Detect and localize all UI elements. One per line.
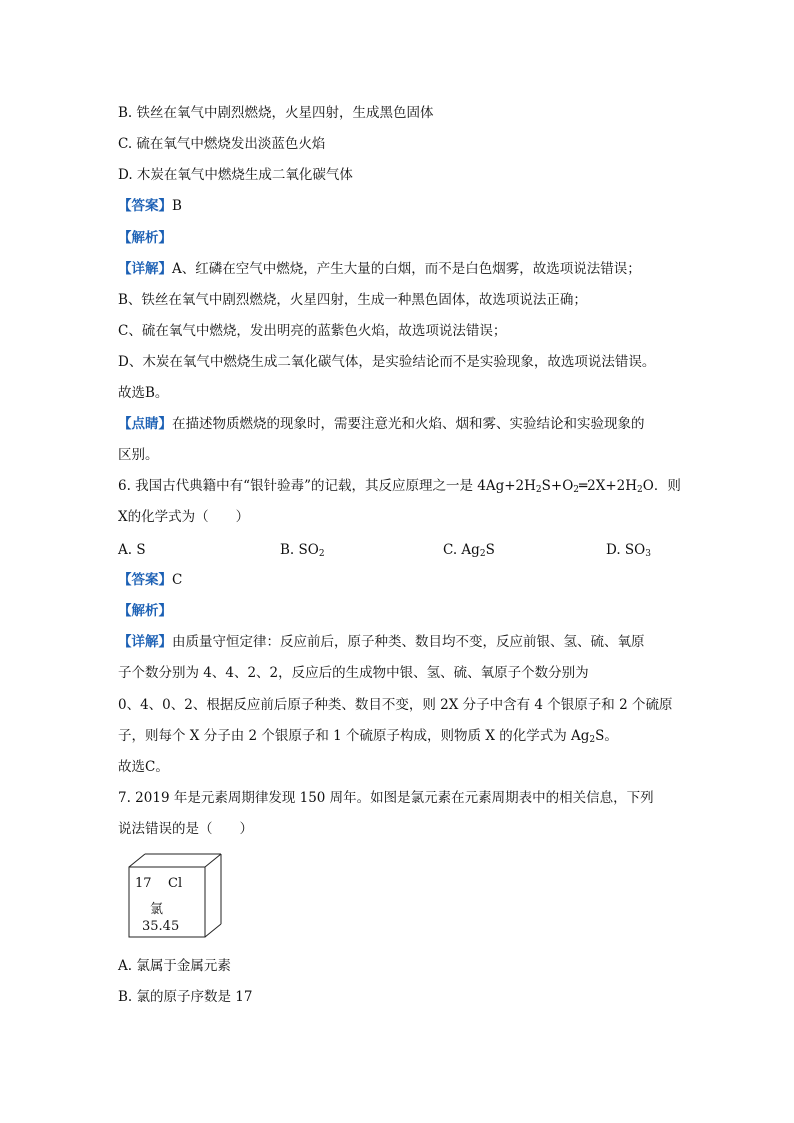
q5-analysis-tag — [118, 229, 172, 247]
q5-choose: 故选B。 — [118, 385, 169, 401]
stem-text: S+O — [541, 478, 574, 494]
option-text: S — [485, 542, 495, 558]
q7-option-b: B. 氯的原子序数是 17 — [118, 989, 253, 1005]
subscript: 3 — [645, 549, 651, 559]
comment-tag: 【点睛】 — [118, 416, 172, 432]
detail-text: S。 — [595, 728, 618, 744]
atomic-number: 17 — [135, 876, 152, 891]
q7-option-a: A. 氯属于金属元素 — [118, 958, 231, 974]
detail-text: A、红磷在空气中燃烧，产生大量的白烟，而不是白色烟雾，故选项说法错误； — [172, 261, 641, 277]
q5-option-b: B. 铁丝在氧气中剧烈燃烧，火星四射，生成黑色固体 — [118, 105, 434, 121]
q6-answer — [118, 571, 182, 589]
q6-option-c — [443, 541, 495, 559]
atomic-mass: 35.45 — [142, 919, 180, 934]
element-symbol: Cl — [168, 876, 183, 891]
answer-tag: 【答案】 — [118, 572, 172, 588]
subscript: 2 — [637, 485, 643, 495]
q6-analysis-tag — [118, 602, 172, 620]
answer-value: B — [172, 198, 182, 214]
analysis-tag: 【解析】 — [118, 603, 172, 619]
stem-text: O．则 — [642, 478, 681, 494]
q6-detail-4 — [118, 727, 618, 745]
comment-text: 在描述物质燃烧的现象时，需要注意光和火焰、烟和雾、实验结论和实验现象的 — [172, 416, 645, 432]
option-text: B. SO — [280, 542, 319, 558]
detail-text: 子，则每个 X 分子由 2 个银原子和 1 个硫原子构成，则物质 X 的化学式为 Ag — [118, 728, 590, 744]
subscript: 2 — [318, 549, 325, 559]
detail-text: 由质量守恒定律：反应前后，原子种类、数目均不变，反应前银、氢、硫、氧原 — [172, 634, 645, 650]
q6-stem-line1 — [118, 477, 681, 495]
q5-detail-b: B、铁丝在氧气中剧烈燃烧，火星四射，生成一种黑色固体，故选项说法正确； — [118, 292, 587, 308]
q6-detail-3: 0、4、0、2、根据反应前后原子种类、数目不变，则 2X 分子中含有 4 个银原子和 2 个硫原 — [118, 697, 673, 713]
element-name: 氯 — [150, 902, 164, 917]
element-tile — [128, 853, 224, 939]
q6-option-d — [606, 541, 651, 559]
q6-option-a: A. S — [118, 542, 146, 558]
subscript: 2 — [573, 485, 580, 495]
q7-stem-line2: 说法错误的是（ ） — [118, 821, 253, 837]
q6-option-b — [280, 541, 325, 559]
q5-detail-d: D、木炭在氧气中燃烧生成二氧化碳气体，是实验结论而不是实验现象，故选项说法错误。 — [118, 354, 656, 370]
q7-stem-line1: 7. 2019 年是元素周期律发现 150 周年。如图是氯元素在元素周期表中的相关信息，下列 — [118, 790, 654, 806]
option-text: C. Ag — [443, 542, 480, 558]
stem-text: ═2X+2H — [579, 478, 638, 494]
q5-option-c: C. 硫在氧气中燃烧发出淡蓝色火焰 — [118, 136, 326, 152]
q5-comment — [118, 415, 645, 433]
stem-text: 6. 我国古代典籍中有“银针验毒”的记载，其反应原理之一是 4Ag+2H — [118, 478, 536, 494]
option-text: D. SO — [606, 542, 646, 558]
detail-tag: 【详解】 — [118, 261, 172, 277]
subscript: 2 — [535, 485, 542, 495]
answer-value: C — [172, 572, 183, 588]
subscript: 2 — [589, 735, 596, 745]
q6-detail-1 — [118, 633, 645, 651]
subscript: 2 — [479, 549, 486, 559]
q6-stem-line2: X的化学式为（ ） — [118, 509, 250, 525]
analysis-tag: 【解析】 — [118, 230, 172, 246]
answer-tag: 【答案】 — [118, 198, 172, 214]
detail-tag: 【详解】 — [118, 634, 172, 650]
q5-option-d: D. 木炭在氧气中燃烧生成二氧化碳气体 — [118, 167, 353, 183]
q6-choose: 故选C。 — [118, 759, 169, 775]
q5-detail-a — [118, 260, 641, 278]
q6-detail-2: 子个数分别为 4、4、2、2，反应后的生成物中银、氢、硫、氧原子个数分别为 — [118, 665, 589, 681]
q5-detail-c: C、硫在氧气中燃烧，发出明亮的蓝紫色火焰，故选项说法错误； — [118, 323, 507, 339]
q5-answer — [118, 197, 182, 215]
q5-comment-cont: 区别。 — [118, 447, 159, 463]
